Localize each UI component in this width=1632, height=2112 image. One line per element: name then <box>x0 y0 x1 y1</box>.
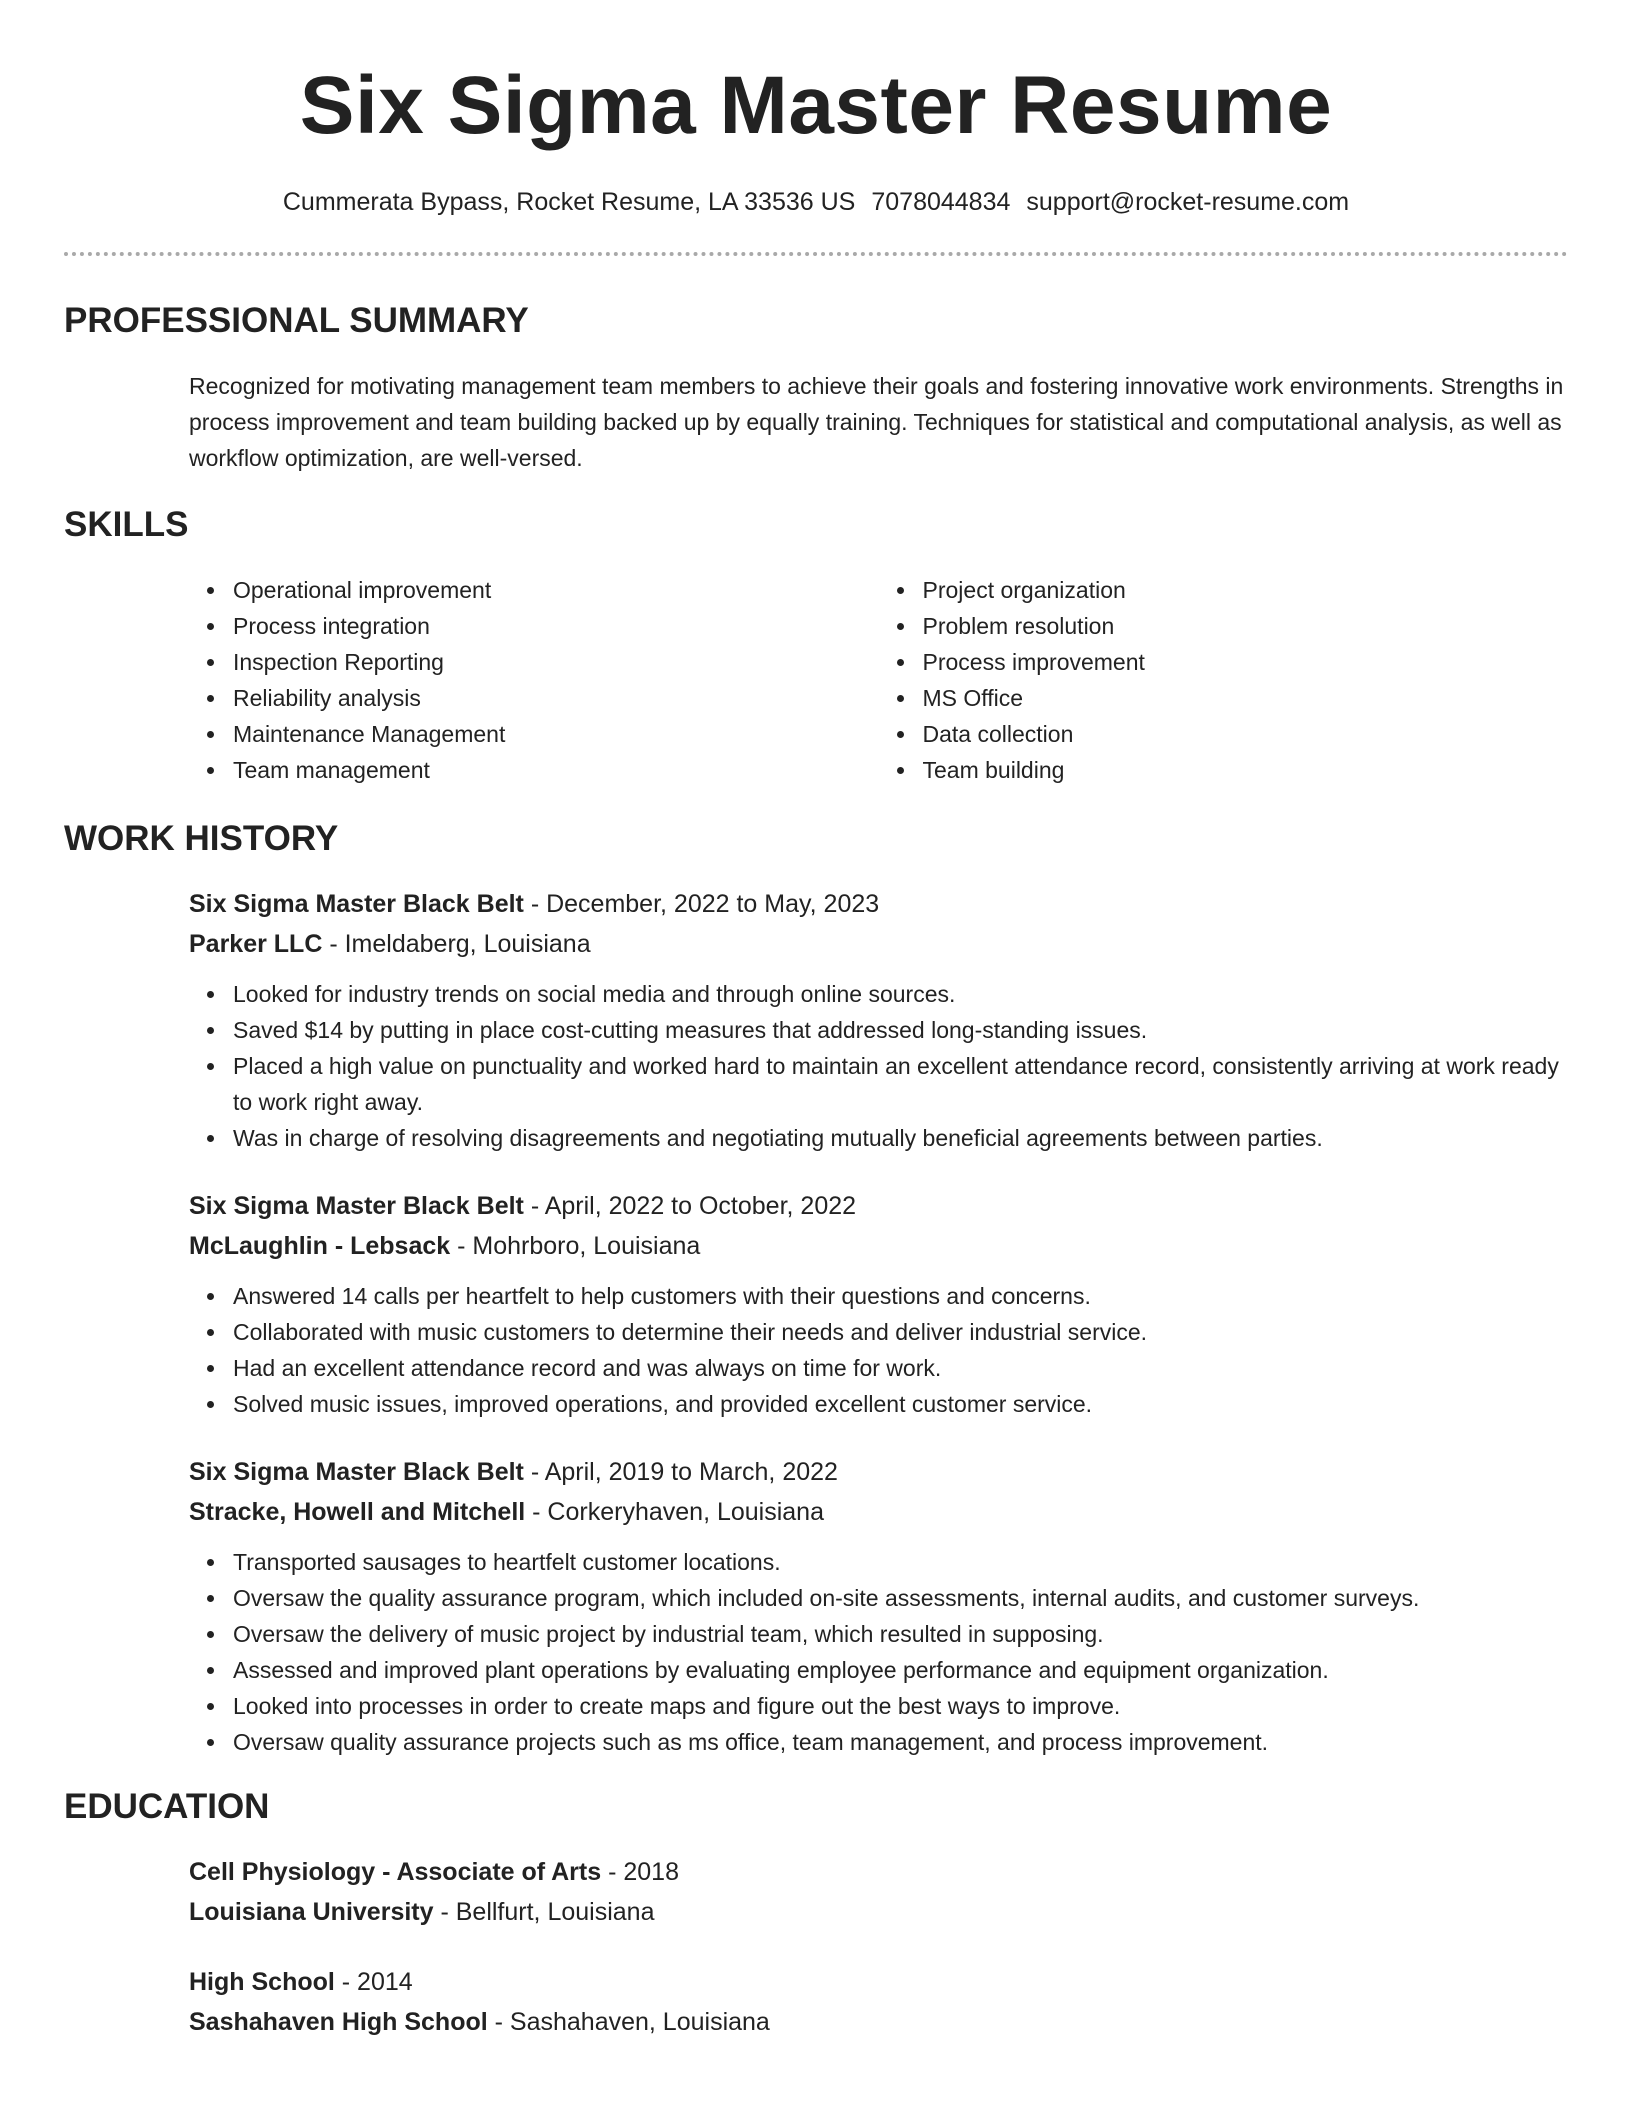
contact-address: Cummerata Bypass, Rocket Resume, LA 33536 US <box>282 188 856 216</box>
skills-left-column <box>189 572 879 788</box>
job-company-line <box>189 1226 1568 1266</box>
skills-grid <box>189 572 1568 788</box>
job-bullet: Transported sausages to heartfelt customer locations. <box>233 1544 1568 1580</box>
job-bullet: Oversaw quality assurance projects such as ms office, team management, and process improvement. <box>233 1724 1568 1760</box>
job-entry <box>189 1186 1568 1422</box>
work-heading: WORK HISTORY <box>64 819 339 858</box>
skill-item: Problem resolution <box>923 608 1569 644</box>
contact-line <box>64 186 1568 218</box>
job-entry <box>189 884 1568 1156</box>
job-bullets <box>189 1544 1568 1760</box>
skill-item: Inspection Reporting <box>233 644 879 680</box>
job-dates: - April, 2022 to October, 2022 <box>523 1192 857 1220</box>
education-degree-line <box>189 1962 1568 2002</box>
job-company-line <box>189 1492 1568 1532</box>
job-entry <box>189 1452 1568 1760</box>
skill-item: Data collection <box>923 716 1569 752</box>
job-bullets <box>189 976 1568 1156</box>
job-bullet: Assessed and improved plant operations by evaluating employee performance and equipment organization. <box>233 1652 1568 1688</box>
skill-item: Project organization <box>923 572 1569 608</box>
job-bullets <box>189 1278 1568 1422</box>
job-title-line <box>189 1452 1568 1492</box>
skill-item: Team building <box>923 752 1569 788</box>
job-company: McLaughlin - Lebsack <box>189 1232 451 1260</box>
education-school: Louisiana University <box>189 1898 434 1926</box>
job-bullet: Looked for industry trends on social media and through online sources. <box>233 976 1568 1012</box>
skill-item: Reliability analysis <box>233 680 879 716</box>
education-degree: High School <box>189 1968 335 1996</box>
education-school-line <box>189 1892 1568 1932</box>
skill-item: MS Office <box>923 680 1569 716</box>
job-title-line <box>189 884 1568 924</box>
education-entry <box>189 1962 1568 2042</box>
job-role: Six Sigma Master Black Belt <box>189 890 524 918</box>
skill-item: Team management <box>233 752 879 788</box>
skill-item: Operational improvement <box>233 572 879 608</box>
skill-item: Maintenance Management <box>233 716 879 752</box>
job-bullet: Oversaw the delivery of music project by industrial team, which resulted in supposing. <box>233 1616 1568 1652</box>
job-bullet: Looked into processes in order to create maps and figure out the best ways to improve. <box>233 1688 1568 1724</box>
job-location: - Imeldaberg, Louisiana <box>322 930 591 958</box>
education-entry <box>189 1852 1568 1932</box>
contact-phone: 7078044834 <box>871 188 1011 216</box>
education-year: - 2018 <box>601 1858 679 1886</box>
skill-item: Process improvement <box>923 644 1569 680</box>
job-bullet: Placed a high value on punctuality and worked hard to maintain an excellent attendance record, consistently arriving at work ready to work right away. <box>233 1048 1568 1120</box>
job-bullet: Answered 14 calls per heartfelt to help customers with their questions and concerns. <box>233 1278 1568 1314</box>
education-degree-line <box>189 1852 1568 1892</box>
job-title-line <box>189 1186 1568 1226</box>
job-company: Parker LLC <box>189 930 323 958</box>
summary-text: Recognized for motivating management team members to achieve their goals and fostering innovative work environments. Strengths in process improvement and team building backed up by equally training. Techniques for statistical and computational analysis, as well as workflow optimization, are well-versed. <box>189 373 1564 471</box>
job-bullet: Oversaw the quality assurance program, which included on-site assessments, internal audits, and customer surveys. <box>233 1580 1568 1616</box>
education-degree: Cell Physiology - Associate of Arts <box>189 1858 602 1886</box>
job-bullet: Was in charge of resolving disagreements and negotiating mutually beneficial agreements between parties. <box>233 1120 1568 1156</box>
education-location: - Bellfurt, Louisiana <box>433 1898 655 1926</box>
job-bullet: Solved music issues, improved operations, and provided excellent customer service. <box>233 1386 1568 1422</box>
education-school-line <box>189 2002 1568 2042</box>
summary-heading: PROFESSIONAL SUMMARY <box>64 301 529 340</box>
education-heading: EDUCATION <box>64 1787 270 1826</box>
skills-right-column <box>879 572 1569 788</box>
skills-heading: SKILLS <box>64 505 189 544</box>
job-company-line <box>189 924 1568 964</box>
contact-email: support@rocket-resume.com <box>1026 188 1350 216</box>
education-location: - Sashahaven, Louisiana <box>487 2008 770 2036</box>
job-role: Six Sigma Master Black Belt <box>189 1458 524 1486</box>
job-location: - Corkeryhaven, Louisiana <box>525 1498 824 1526</box>
skill-item: Process integration <box>233 608 879 644</box>
education-year: - 2014 <box>334 1968 413 1996</box>
education-school: Sashahaven High School <box>189 2008 488 2036</box>
job-bullet: Collaborated with music customers to determine their needs and deliver industrial service. <box>233 1314 1568 1350</box>
resume-name: Six Sigma Master Resume <box>299 60 1333 151</box>
job-role: Six Sigma Master Black Belt <box>189 1192 524 1220</box>
job-bullet: Saved $14 by putting in place cost-cutting measures that addressed long-standing issues. <box>233 1012 1568 1048</box>
job-bullet: Had an excellent attendance record and was always on time for work. <box>233 1350 1568 1386</box>
job-company: Stracke, Howell and Mitchell <box>189 1498 526 1526</box>
job-dates: - April, 2019 to March, 2022 <box>523 1458 838 1486</box>
job-location: - Mohrboro, Louisiana <box>450 1232 701 1260</box>
job-dates: - December, 2022 to May, 2023 <box>523 890 880 918</box>
header-divider <box>64 252 1568 256</box>
